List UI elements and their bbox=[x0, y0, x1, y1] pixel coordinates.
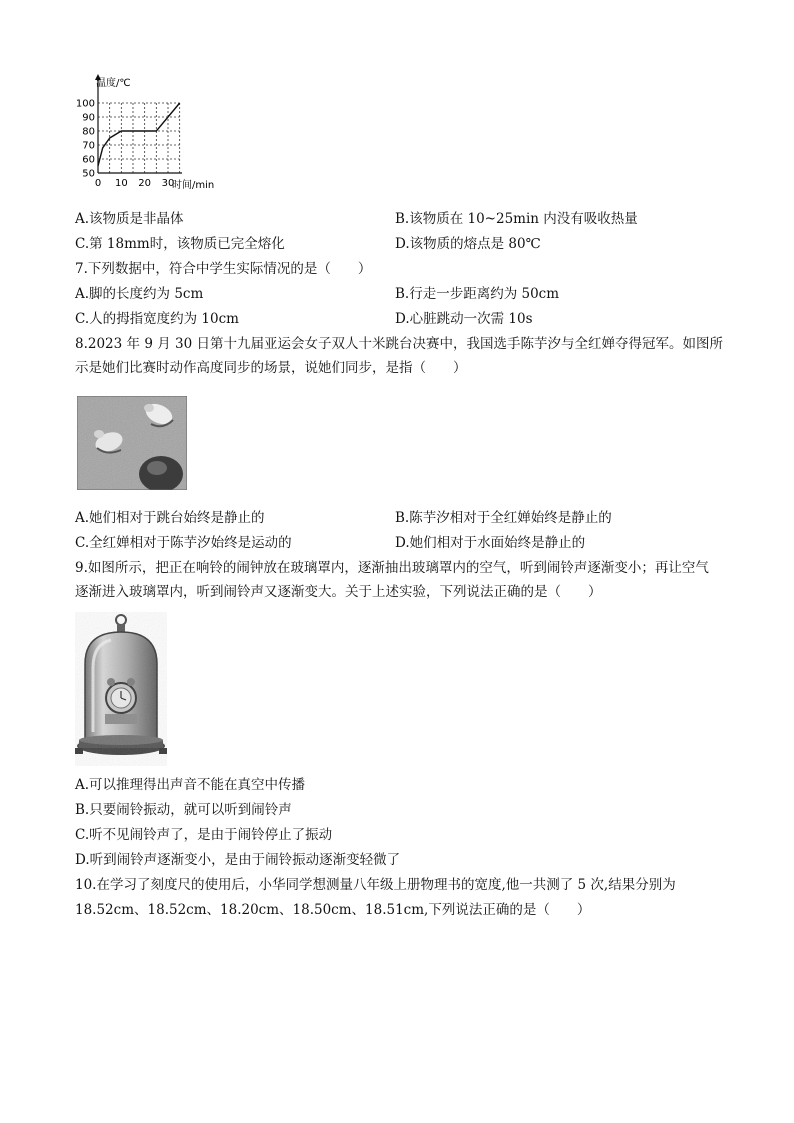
q7-option-b: B.行走一步距离约为 50cm bbox=[395, 286, 560, 302]
y-tick-label: 60 bbox=[82, 154, 95, 166]
q8-option-b: B.陈芋汐相对于全红婵始终是静止的 bbox=[395, 510, 612, 526]
diving-photo bbox=[77, 396, 187, 490]
q9-stem-line2: 逐渐进入玻璃罩内，听到闹铃声又逐渐变大。关于上述实验，下列说法正确的是（ ） bbox=[75, 584, 602, 600]
q7-option-a: A.脚的长度约为 5cm bbox=[75, 286, 204, 302]
q10-stem-line1: 10.在学习了刻度尺的使用后，小华同学想测量八年级上册物理书的宽度,他一共测了 5 次,结果分别为 bbox=[75, 877, 676, 893]
graph-x-ticks bbox=[95, 178, 175, 189]
q9-option-d: D.听到闹铃声逐渐变小，是由于闹铃振动逐渐变轻微了 bbox=[75, 852, 401, 868]
y-tick-label: 100 bbox=[75, 98, 95, 110]
q8-option-c: C.全红婵相对于陈芋汐始终是运动的 bbox=[75, 535, 292, 551]
q9-option-a: A.可以推理得出声音不能在真空中传播 bbox=[75, 777, 306, 793]
q8-stem-line2: 示是她们比赛时动作高度同步的场景，说她们同步，是指（ ） bbox=[75, 360, 467, 376]
x-tick-label: 30 bbox=[161, 178, 175, 189]
q6-option-b: B.该物质在 10~25min 内没有吸收热量 bbox=[395, 211, 638, 227]
q8-option-a: A.她们相对于跳台始终是静止的 bbox=[75, 510, 265, 526]
q7-option-d: D.心脏跳动一次需 10s bbox=[395, 311, 533, 327]
q6-option-d: D.该物质的熔点是 80℃ bbox=[395, 236, 541, 252]
y-tick-label: 90 bbox=[82, 112, 95, 124]
q6-option-c: C.第 18mm时，该物质已完全熔化 bbox=[75, 236, 285, 252]
q8-option-d: D.她们相对于水面始终是静止的 bbox=[395, 535, 586, 551]
x-tick-label: 10 bbox=[114, 178, 128, 189]
q9-stem-line1: 9.如图所示，把正在响铃的闹钟放在玻璃罩内，逐渐抽出玻璃罩内的空气，听到闹铃声逐渐变小；再让空气 bbox=[75, 560, 709, 576]
x-tick-label: 20 bbox=[138, 178, 152, 189]
q9-option-b: B.只要闹铃振动，就可以听到闹铃声 bbox=[75, 802, 292, 818]
y-tick-label: 80 bbox=[82, 126, 95, 138]
x-tick-label: 0 bbox=[94, 178, 102, 189]
y-tick-label: 50 bbox=[82, 168, 95, 180]
graph-series bbox=[98, 103, 180, 166]
graph-y-ticks bbox=[76, 99, 95, 180]
y-tick-label: 70 bbox=[82, 140, 95, 152]
q6-option-a: A.该物质是非晶体 bbox=[75, 211, 184, 227]
q9-option-c: C.听不见闹铃声了，是由于闹铃停止了振动 bbox=[75, 827, 333, 843]
q7-stem: 7.下列数据中，符合中学生实际情况的是（ ） bbox=[75, 261, 372, 277]
q7-option-c: C.人的拇指宽度约为 10cm bbox=[75, 311, 239, 327]
graph-xlabel: 时间/min bbox=[172, 180, 215, 191]
q10-stem-line2: 18.52cm、18.52cm、18.20cm、18.50cm、18.51cm,下列说法正确的是（ ） bbox=[75, 902, 591, 918]
temperature-time-graph bbox=[72, 72, 222, 194]
series-line bbox=[98, 103, 180, 166]
bell-jar-photo bbox=[75, 612, 167, 766]
q8-stem-line1: 8.2023 年 9 月 30 日第十九届亚运会女子双人十米跳台决赛中，我国选手陈芋汐与全红婵夺得冠军。如图所 bbox=[75, 336, 723, 352]
graph-ylabel: 温度/℃ bbox=[96, 78, 131, 89]
